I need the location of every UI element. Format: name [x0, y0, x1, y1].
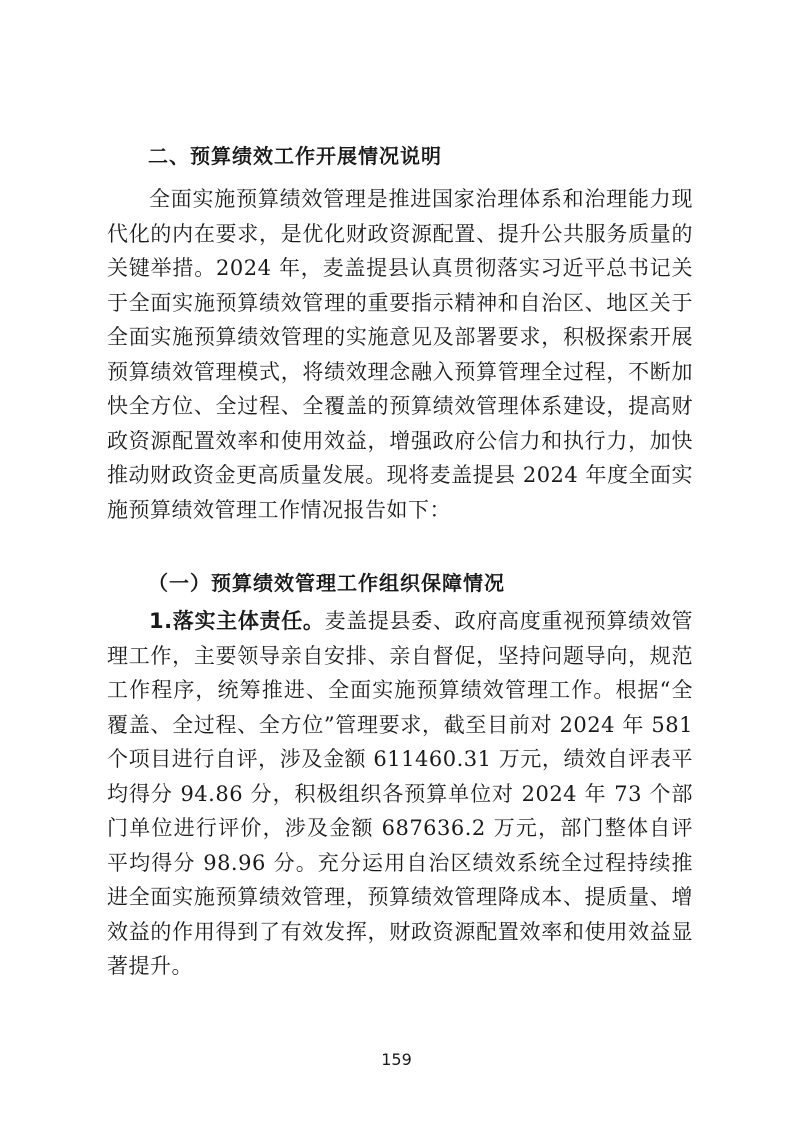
page-number: 159 — [381, 1050, 412, 1069]
item-1-text: 麦盖提县委、政府高度重视预算绩效管理工作，主要领导亲自安排、亲自督促，坚持问题导向，规范工作程序，统筹推进、全面实施预算绩效管理工作。根据“全覆盖、全过程、全方位”管理要求，截至目前对 2024 年 581 个项目进行自评，涉及金额 611460.31 万元，绩效自评表平均得分 94.86 分，积极组织各预算单位对 2024 年 73 个部门单位进行评价，涉及金额 687636.2 万元，部门整体自评平均得分 98.96 分。充分运用自治区绩效系统全过程持续推进全面实施预算绩效管理，预算绩效管理降成本、提质量、增效益的作用得到了有效发挥，财政资源配置效率和使用效益显著提升。 — [107, 609, 693, 978]
intro-paragraph: 全面实施预算绩效管理是推进国家治理体系和治理能力现代化的内在要求，是优化财政资源配置、提升公共服务质量的关键举措。2024 年，麦盖提县认真贯彻落实习近平总书记关于全面实施预算绩效管理的重要指示精神和自治区、地区关于全面实施预算绩效管理的实施意见及部署要求，积极探索开展预算绩效管理模式，将绩效理念融入预算管理全过程，不断加快全方位、全过程、全覆盖的预算绩效管理体系建设，提高财政资源配置效率和使用效益，增强政府公信力和执行力，加快推动财政资金更高质量发展。现将麦盖提县 2024 年度全面实施预算绩效管理工作情况报告如下： — [107, 187, 693, 522]
section-heading: 二、预算绩效工作开展情况说明 — [148, 144, 442, 168]
subsection-heading: （一）预算绩效管理工作组织保障情况 — [148, 571, 505, 595]
item-1-lead: 1.落实主体责任。 — [149, 609, 325, 633]
item-1-paragraph — [107, 604, 693, 984]
